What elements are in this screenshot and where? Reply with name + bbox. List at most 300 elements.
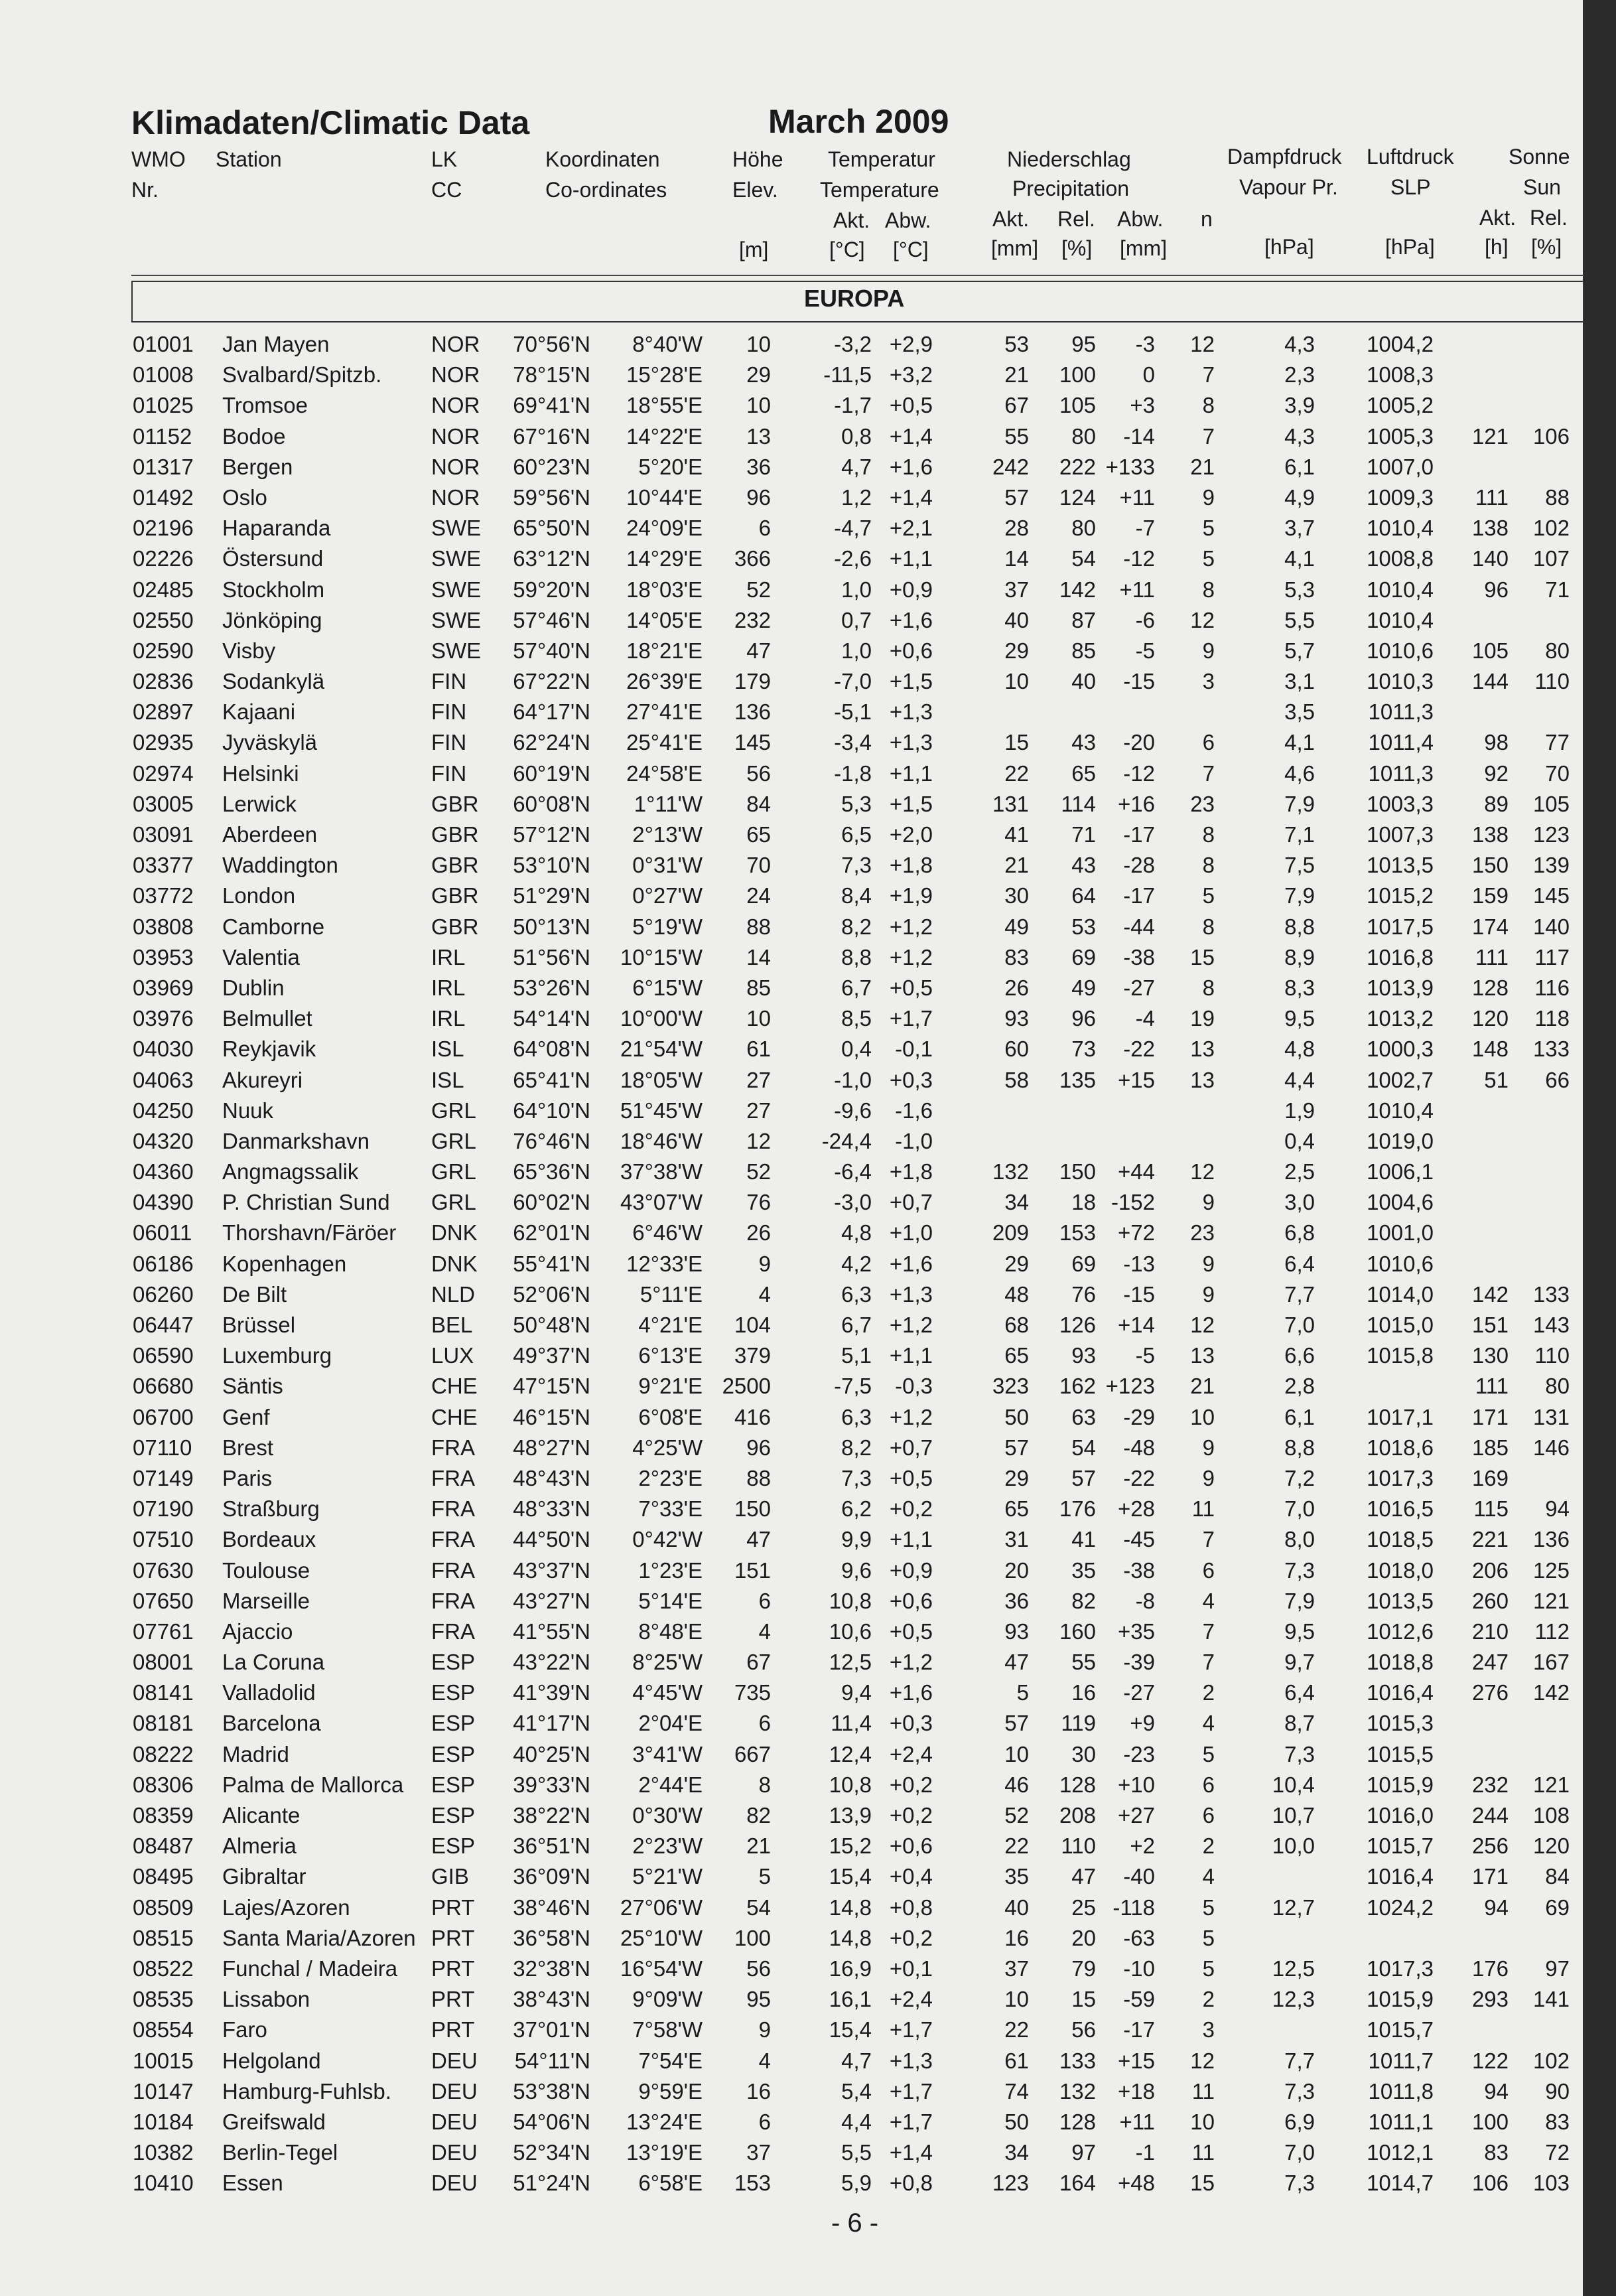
sun-relative-cell: 140	[1532, 914, 1570, 939]
sun-relative-cell: 139	[1532, 853, 1570, 878]
elevation-cell: 136	[734, 699, 771, 725]
wmo-number-cell: 08509	[133, 1895, 194, 1920]
precip-deviation-cell: +27	[1118, 1803, 1155, 1828]
temp-deviation-cell: -1,6	[895, 1098, 933, 1123]
temp-actual-cell: 9,4	[841, 1680, 872, 1705]
sun-relative-cell: 125	[1532, 1557, 1570, 1583]
header-temp-akt: Akt.	[833, 208, 870, 232]
precip-relative-cell: 53	[1071, 914, 1096, 939]
country-code-cell: BEL	[431, 1313, 473, 1337]
latitude-cell: 39°33'N	[513, 1772, 590, 1797]
header-prec-n: n	[1201, 207, 1213, 231]
elevation-cell: 82	[746, 1803, 771, 1828]
table-row	[0, 1863, 1583, 1893]
wmo-number-cell: 07650	[133, 1588, 194, 1613]
elevation-cell: 61	[746, 1037, 771, 1062]
longitude-cell: 8°48'E	[638, 1618, 703, 1644]
elevation-cell: 95	[746, 1987, 771, 2012]
temp-deviation-cell: +2,0	[889, 822, 933, 847]
longitude-cell: 10°15'W	[620, 944, 703, 969]
temp-actual-cell: 5,4	[841, 2078, 872, 2104]
wmo-number-cell: 07190	[133, 1496, 194, 1522]
elevation-cell: 27	[746, 1067, 771, 1092]
longitude-cell: 5°21'W	[632, 1864, 703, 1889]
temp-deviation-cell: +1,3	[889, 2048, 933, 2073]
sun-hours-cell: 244	[1471, 1803, 1509, 1828]
latitude-cell: 48°43'N	[513, 1465, 590, 1490]
precip-actual-cell: 57	[1004, 1711, 1029, 1736]
vapour-pressure-cell: 4,6	[1284, 760, 1315, 786]
temp-deviation-cell: +1,4	[889, 2140, 933, 2165]
station-name-cell: Valladolid	[222, 1680, 316, 1705]
longitude-cell: 27°06'W	[620, 1895, 703, 1920]
sun-hours-cell: 100	[1471, 2109, 1509, 2134]
station-name-cell: Kopenhagen	[222, 1251, 347, 1276]
precip-days-cell: 8	[1202, 853, 1215, 878]
precip-days-cell: 3	[1202, 669, 1215, 694]
precip-days-cell: 2	[1202, 1680, 1215, 1705]
sea-level-pressure-cell: 1015,3	[1367, 1711, 1434, 1736]
sea-level-pressure-cell: 1005,3	[1367, 423, 1434, 449]
header-coordinates: Co-ordinates	[545, 178, 667, 202]
temp-deviation-cell: +1,6	[889, 1251, 933, 1276]
sea-level-pressure-cell: 1008,8	[1367, 546, 1434, 571]
precip-relative-cell: 76	[1071, 1281, 1096, 1307]
latitude-cell: 52°34'N	[513, 2140, 590, 2165]
longitude-cell: 2°04'E	[638, 1711, 703, 1736]
station-name-cell: Helgoland	[222, 2048, 321, 2073]
sun-relative-cell: 84	[1545, 1864, 1570, 1889]
country-code-cell: PRT	[431, 1987, 475, 2012]
station-name-cell: Faro	[222, 2017, 267, 2043]
longitude-cell: 18°55'E	[626, 393, 703, 418]
longitude-cell: 0°30'W	[632, 1803, 703, 1828]
precip-relative-cell: 93	[1071, 1343, 1096, 1368]
wmo-number-cell: 01492	[133, 484, 194, 510]
vapour-pressure-cell: 10,7	[1272, 1803, 1315, 1828]
temp-deviation-cell: +1,6	[889, 607, 933, 632]
temp-deviation-cell: +1,3	[889, 1281, 933, 1307]
precip-relative-cell: 87	[1071, 607, 1096, 632]
precip-actual-cell: 47	[1004, 1650, 1029, 1675]
table-row	[0, 1924, 1583, 1955]
sea-level-pressure-cell: 1019,0	[1367, 1128, 1434, 1153]
latitude-cell: 62°01'N	[513, 1220, 590, 1246]
temp-deviation-cell: +2,1	[889, 516, 933, 541]
precip-deviation-cell: -7	[1135, 516, 1155, 541]
wmo-number-cell: 08222	[133, 1741, 194, 1766]
station-name-cell: Tromsoe	[222, 393, 308, 418]
precip-relative-cell: 40	[1071, 669, 1096, 694]
sea-level-pressure-cell: 1014,7	[1367, 2171, 1434, 2196]
sea-level-pressure-cell: 1013,2	[1367, 1006, 1434, 1031]
elevation-cell: 5	[758, 1864, 771, 1889]
latitude-cell: 52°06'N	[513, 1281, 590, 1307]
vapour-pressure-cell: 8,7	[1284, 1711, 1315, 1736]
elevation-cell: 232	[734, 607, 771, 632]
table-row	[0, 1709, 1583, 1740]
precip-deviation-cell: +35	[1118, 1618, 1155, 1644]
precip-relative-cell: 105	[1059, 393, 1096, 418]
wmo-number-cell: 01001	[133, 332, 194, 356]
sun-relative-cell: 69	[1545, 1895, 1570, 1920]
latitude-cell: 57°40'N	[513, 638, 590, 663]
precip-relative-cell: 80	[1071, 423, 1096, 449]
precip-relative-cell: 164	[1059, 2171, 1096, 2196]
precip-relative-cell: 41	[1071, 1527, 1096, 1552]
table-row	[0, 1434, 1583, 1465]
elevation-cell: 4	[758, 1281, 771, 1307]
temp-deviation-cell: +1,8	[889, 1159, 933, 1184]
elevation-cell: 100	[734, 1925, 771, 1950]
temp-deviation-cell: +1,6	[889, 1680, 933, 1705]
precip-actual-cell: 132	[992, 1159, 1029, 1184]
precip-days-cell: 5	[1202, 1925, 1215, 1950]
station-name-cell: Funchal / Madeira	[222, 1956, 398, 1981]
precip-relative-cell: 153	[1059, 1220, 1096, 1246]
latitude-cell: 64°08'N	[513, 1037, 590, 1062]
sun-relative-cell: 116	[1534, 975, 1570, 1000]
longitude-cell: 16°54'W	[620, 1956, 703, 1981]
vapour-pressure-cell: 4,9	[1284, 484, 1315, 510]
country-code-cell: GIB	[431, 1864, 469, 1889]
precip-deviation-cell: +123	[1105, 1374, 1155, 1399]
temp-actual-cell: 4,4	[841, 2109, 872, 2134]
temp-deviation-cell: +1,2	[889, 914, 933, 939]
country-code-cell: PRT	[431, 2017, 475, 2043]
precip-actual-cell: 60	[1004, 1037, 1029, 1062]
precip-days-cell: 6	[1202, 1803, 1215, 1828]
latitude-cell: 50°13'N	[513, 914, 590, 939]
station-name-cell: Camborne	[222, 914, 325, 939]
temp-deviation-cell: +2,4	[889, 1741, 933, 1766]
temp-actual-cell: 1,2	[841, 484, 872, 510]
precip-days-cell: 6	[1202, 1557, 1215, 1583]
precip-relative-cell: 176	[1059, 1496, 1096, 1522]
precip-days-cell: 4	[1202, 1711, 1215, 1736]
country-code-cell: ISL	[431, 1067, 464, 1092]
vapour-pressure-cell: 4,4	[1284, 1067, 1315, 1092]
vapour-pressure-cell: 7,9	[1284, 883, 1315, 908]
temp-deviation-cell: +0,9	[889, 577, 933, 602]
sun-hours-cell: 94	[1484, 2078, 1509, 2104]
table-row	[0, 1127, 1583, 1158]
vapour-pressure-cell: 4,1	[1284, 730, 1315, 755]
table-row	[0, 2169, 1583, 2200]
table-row	[0, 944, 1583, 974]
vapour-pressure-cell: 9,5	[1284, 1006, 1315, 1031]
country-code-cell: ESP	[431, 1803, 476, 1828]
precip-deviation-cell: -5	[1135, 1343, 1155, 1368]
vapour-pressure-cell: 4,3	[1284, 332, 1315, 356]
station-name-cell: Angmagssalik	[222, 1159, 359, 1184]
precip-deviation-cell: +15	[1118, 2048, 1155, 2073]
wmo-number-cell: 04360	[133, 1159, 194, 1184]
sun-hours-cell: 142	[1471, 1281, 1509, 1307]
precip-deviation-cell: +133	[1105, 454, 1155, 479]
temp-deviation-cell: +1,1	[889, 1527, 933, 1552]
wmo-number-cell: 03976	[133, 1006, 194, 1031]
sun-hours-cell: 111	[1475, 1374, 1509, 1399]
country-code-cell: NOR	[431, 332, 480, 356]
wmo-number-cell: 01152	[133, 423, 192, 449]
country-code-cell: CHE	[431, 1374, 478, 1399]
station-name-cell: Alicante	[222, 1803, 301, 1828]
header-niederschlag: Niederschlag	[1007, 147, 1131, 171]
longitude-cell: 18°05'W	[620, 1067, 703, 1092]
country-code-cell: ESP	[431, 1772, 476, 1797]
precip-relative-cell: 124	[1059, 484, 1096, 510]
country-code-cell: ESP	[431, 1680, 476, 1705]
precip-days-cell: 9	[1202, 638, 1215, 663]
latitude-cell: 50°48'N	[513, 1313, 590, 1337]
precip-deviation-cell: -17	[1123, 883, 1155, 908]
temp-deviation-cell: +1,4	[889, 423, 933, 449]
wmo-number-cell: 03091	[133, 822, 194, 847]
precip-deviation-cell: -28	[1123, 853, 1155, 878]
longitude-cell: 5°20'E	[638, 454, 703, 479]
temp-actual-cell: 6,3	[841, 1281, 872, 1307]
table-row	[0, 607, 1583, 637]
precip-deviation-cell: -6	[1135, 607, 1155, 632]
sun-relative-cell: 70	[1545, 760, 1570, 786]
latitude-cell: 64°17'N	[513, 699, 590, 725]
temp-actual-cell: 15,4	[829, 1864, 872, 1889]
temp-deviation-cell: +1,2	[889, 1650, 933, 1675]
country-code-cell: FIN	[431, 699, 467, 725]
sea-level-pressure-cell: 1011,1	[1368, 2109, 1434, 2134]
latitude-cell: 54°06'N	[513, 2109, 590, 2134]
latitude-cell: 40°25'N	[513, 1741, 590, 1766]
precip-deviation-cell: -27	[1123, 975, 1155, 1000]
precip-days-cell: 11	[1191, 2078, 1215, 2104]
sea-level-pressure-cell: 1010,6	[1367, 1251, 1434, 1276]
precip-actual-cell: 40	[1004, 607, 1029, 632]
header-temperature: Temperature	[820, 178, 939, 202]
precip-deviation-cell: -118	[1112, 1895, 1155, 1920]
precip-actual-cell: 48	[1004, 1281, 1029, 1307]
temp-deviation-cell: +1,6	[889, 454, 933, 479]
table-row	[0, 361, 1583, 392]
latitude-cell: 65°41'N	[513, 1067, 590, 1092]
precip-deviation-cell: +11	[1119, 2109, 1155, 2134]
longitude-cell: 6°58'E	[638, 2171, 703, 2196]
precip-relative-cell: 20	[1071, 1925, 1096, 1950]
longitude-cell: 14°29'E	[626, 546, 703, 571]
temp-deviation-cell: +1,3	[889, 699, 933, 725]
temp-actual-cell: 10,8	[829, 1772, 872, 1797]
longitude-cell: 0°31'W	[632, 853, 703, 878]
sun-relative-cell: 142	[1532, 1680, 1570, 1705]
temp-actual-cell: -1,8	[834, 760, 872, 786]
temp-deviation-cell: +1,4	[889, 484, 933, 510]
header-station: Station	[216, 147, 282, 171]
longitude-cell: 1°23'E	[638, 1557, 703, 1583]
sea-level-pressure-cell: 1014,0	[1367, 1281, 1434, 1307]
wmo-number-cell: 08495	[133, 1864, 194, 1889]
vapour-pressure-cell: 8,8	[1284, 914, 1315, 939]
table-row	[0, 1832, 1583, 1863]
precip-actual-cell: 31	[1004, 1527, 1029, 1552]
temp-actual-cell: -9,6	[834, 1098, 872, 1123]
temp-actual-cell: 12,5	[829, 1650, 872, 1675]
header-unit-prec-pct: [%]	[1061, 236, 1093, 260]
page-number: - 6 -	[831, 2208, 879, 2238]
wmo-number-cell: 08515	[133, 1925, 194, 1950]
elevation-cell: 54	[746, 1895, 771, 1920]
precip-deviation-cell: -63	[1123, 1925, 1155, 1950]
header-elev: Elev.	[732, 178, 778, 202]
latitude-cell: 41°17'N	[513, 1711, 590, 1736]
country-code-cell: DEU	[431, 2048, 478, 2073]
country-code-cell: DEU	[431, 2140, 478, 2165]
temp-deviation-cell: +1,3	[889, 730, 933, 755]
sun-relative-cell: 121	[1532, 1772, 1570, 1797]
sun-relative-cell: 120	[1532, 1833, 1570, 1859]
sun-relative-cell: 94	[1545, 1496, 1570, 1522]
station-name-cell: Aberdeen	[222, 822, 318, 847]
sea-level-pressure-cell: 1005,2	[1367, 393, 1434, 418]
table-row	[0, 1618, 1583, 1648]
precip-deviation-cell: -23	[1123, 1741, 1155, 1766]
precip-days-cell: 12	[1190, 332, 1215, 356]
temp-actual-cell: 4,8	[841, 1220, 872, 1246]
sun-hours-cell: 122	[1471, 2048, 1509, 2073]
vapour-pressure-cell: 5,3	[1284, 577, 1315, 602]
latitude-cell: 55°41'N	[513, 1251, 590, 1276]
vapour-pressure-cell: 7,2	[1284, 1465, 1315, 1490]
table-row	[0, 1741, 1583, 1771]
precip-deviation-cell: -38	[1123, 1557, 1155, 1583]
table-row	[0, 484, 1583, 514]
temp-deviation-cell: +0,7	[889, 1435, 933, 1460]
country-code-cell: NOR	[431, 454, 480, 479]
header-vapour: Vapour Pr.	[1239, 175, 1338, 199]
vapour-pressure-cell: 12,3	[1272, 1987, 1315, 2012]
elevation-cell: 37	[746, 2140, 771, 2165]
latitude-cell: 62°24'N	[513, 730, 590, 755]
elevation-cell: 6	[758, 2109, 771, 2134]
precip-days-cell: 21	[1190, 454, 1215, 479]
precip-actual-cell: 50	[1004, 1404, 1029, 1429]
precip-actual-cell: 15	[1004, 730, 1029, 755]
sun-relative-cell: 83	[1545, 2109, 1570, 2134]
precip-deviation-cell: -22	[1123, 1465, 1155, 1490]
country-code-cell: CHE	[431, 1404, 478, 1429]
country-code-cell: SWE	[431, 577, 482, 602]
longitude-cell: 2°13'W	[632, 822, 703, 847]
precip-actual-cell: 68	[1004, 1313, 1029, 1337]
precip-days-cell: 8	[1202, 822, 1215, 847]
vapour-pressure-cell: 7,3	[1284, 1557, 1315, 1583]
table-row	[0, 974, 1583, 1005]
longitude-cell: 24°09'E	[626, 516, 703, 541]
latitude-cell: 60°23'N	[513, 454, 590, 479]
precip-days-cell: 7	[1202, 1618, 1215, 1644]
precip-days-cell: 11	[1191, 2140, 1215, 2165]
table-row	[0, 2078, 1583, 2108]
precip-deviation-cell: +11	[1119, 577, 1155, 602]
table-row	[0, 1250, 1583, 1281]
wmo-number-cell: 07110	[133, 1435, 192, 1460]
sun-relative-cell: 117	[1534, 944, 1570, 969]
sun-relative-cell: 110	[1534, 669, 1570, 694]
temp-deviation-cell: +1,7	[889, 2078, 933, 2104]
precip-actual-cell: 34	[1004, 2140, 1029, 2165]
station-name-cell: Helsinki	[222, 760, 299, 786]
header-sun: Sun	[1523, 175, 1561, 199]
table-row	[0, 1955, 1583, 1985]
temp-deviation-cell: +1,1	[889, 760, 933, 786]
sun-hours-cell: 106	[1471, 2171, 1509, 2196]
precip-days-cell: 2	[1202, 1987, 1215, 2012]
precip-deviation-cell: +28	[1118, 1496, 1155, 1522]
temp-actual-cell: -7,0	[834, 669, 872, 694]
precip-relative-cell: 35	[1071, 1557, 1096, 1583]
temp-deviation-cell: +1,8	[889, 853, 933, 878]
sun-relative-cell: 110	[1534, 1343, 1570, 1368]
station-name-cell: Jyväskylä	[222, 730, 318, 755]
sun-hours-cell: 185	[1471, 1435, 1509, 1460]
temp-deviation-cell: +0,1	[889, 1956, 933, 1981]
country-code-cell: FRA	[431, 1465, 475, 1490]
temp-actual-cell: 7,3	[841, 853, 872, 878]
temp-actual-cell: 7,3	[841, 1465, 872, 1490]
country-code-cell: GRL	[431, 1128, 476, 1153]
temp-actual-cell: 16,9	[829, 1956, 872, 1981]
wmo-number-cell: 07510	[133, 1527, 194, 1552]
sun-hours-cell: 128	[1471, 975, 1509, 1000]
precip-actual-cell: 22	[1004, 1833, 1029, 1859]
sea-level-pressure-cell: 1012,1	[1367, 2140, 1434, 2165]
header-unit-prec-abw: [mm]	[1120, 236, 1168, 260]
vapour-pressure-cell: 5,5	[1284, 607, 1315, 632]
station-name-cell: Straßburg	[222, 1496, 320, 1522]
elevation-cell: 366	[734, 546, 771, 571]
precip-deviation-cell: +15	[1118, 1067, 1155, 1092]
country-code-cell: PRT	[431, 1925, 475, 1950]
precip-days-cell: 15	[1190, 2171, 1215, 2196]
header-cc: CC	[431, 178, 462, 202]
country-code-cell: FRA	[431, 1527, 475, 1552]
precip-deviation-cell: -3	[1135, 332, 1155, 356]
latitude-cell: 43°37'N	[513, 1557, 590, 1583]
longitude-cell: 14°05'E	[626, 607, 703, 632]
vapour-pressure-cell: 2,5	[1284, 1159, 1315, 1184]
precip-relative-cell: 82	[1071, 1588, 1096, 1613]
precip-days-cell: 13	[1190, 1037, 1215, 1062]
precip-days-cell: 4	[1202, 1588, 1215, 1613]
temp-deviation-cell: +1,5	[889, 669, 933, 694]
wmo-number-cell: 10382	[133, 2140, 194, 2165]
temp-deviation-cell: +0,5	[889, 1465, 933, 1490]
longitude-cell: 4°21'E	[638, 1313, 703, 1337]
vapour-pressure-cell: 12,5	[1272, 1956, 1315, 1981]
sea-level-pressure-cell: 1010,4	[1367, 577, 1434, 602]
temp-deviation-cell: +0,3	[889, 1711, 933, 1736]
station-name-cell: Bergen	[222, 454, 293, 479]
temp-actual-cell: 6,3	[841, 1404, 872, 1429]
table-row	[0, 668, 1583, 698]
precip-relative-cell: 128	[1059, 1772, 1096, 1797]
vapour-pressure-cell: 12,7	[1272, 1895, 1315, 1920]
sun-relative-cell: 121	[1532, 1588, 1570, 1613]
table-row	[0, 851, 1583, 882]
table-row	[0, 2047, 1583, 2078]
station-name-cell: Jönköping	[222, 607, 322, 632]
elevation-cell: 96	[746, 1435, 771, 1460]
country-code-cell: FRA	[431, 1435, 475, 1460]
